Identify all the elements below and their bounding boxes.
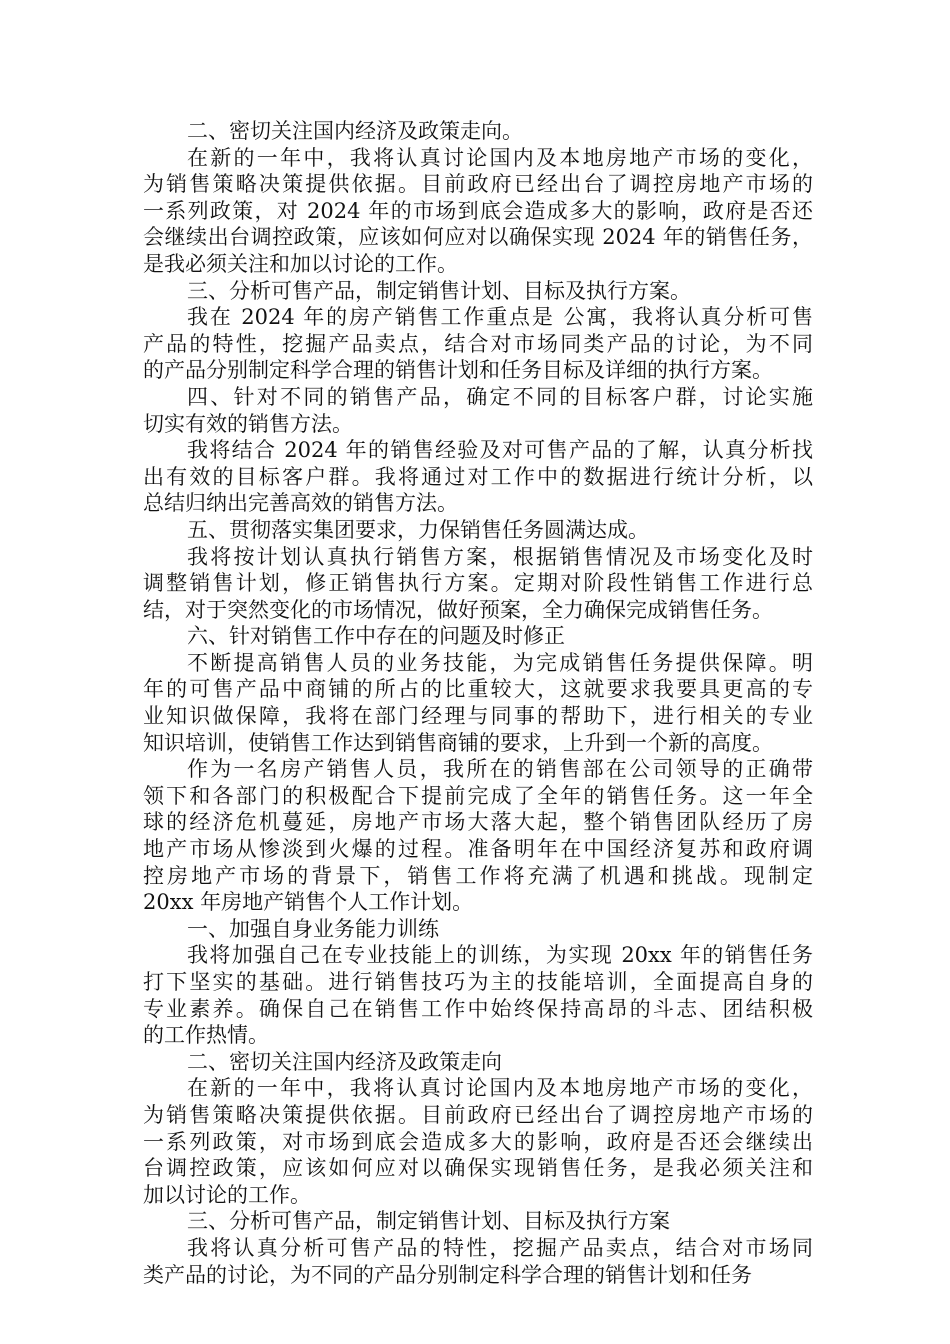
paragraph-line: 打下坚实的基础。进行销售技巧为主的技能培训，全面提高自身的	[143, 970, 813, 994]
paragraph-line: 不断提高销售人员的业务技能，为完成销售任务提供保障。明	[187, 650, 813, 675]
paragraph-line: 台调控政策，应该如何应对以确保实现销售任务，是我必须关注和	[143, 1156, 813, 1181]
paragraph-line: 一系列政策，对 2024 年的市场到底会造成多大的影响，政府是否还	[143, 198, 813, 223]
section-heading: 二、密切关注国内经济及政策走向	[187, 1049, 502, 1074]
paragraph-line: 切实有效的销售方法。	[143, 411, 353, 436]
paragraph-line: 控房地产市场的背景下，销售工作将充满了机遇和挑战。现制定	[143, 863, 813, 888]
paragraph-line: 结，对于突然变化的市场情况，做好预案，全力确保完成销售任务。	[143, 597, 773, 622]
section-heading: 五、贯彻落实集团要求，力保销售任务圆满达成。	[187, 517, 649, 542]
paragraph-line: 作为一名房产销售人员，我所在的销售部在公司领导的正确带	[187, 757, 813, 782]
paragraph-line: 为销售策略决策提供依据。目前政府已经出台了调控房地产市场的	[143, 172, 813, 197]
paragraph-line: 我将按计划认真执行销售方案，根据销售情况及市场变化及时	[187, 544, 813, 569]
paragraph-line: 地产市场从惨淡到火爆的过程。准备明年在中国经济复苏和政府调	[143, 837, 813, 862]
paragraph-line: 加以讨论的工作。	[143, 1182, 311, 1207]
paragraph-line: 产品的特性，挖掘产品卖点，结合对市场同类产品的讨论，为不同	[143, 331, 813, 356]
section-heading: 三、分析可售产品，制定销售计划、目标及执行方案。	[187, 278, 691, 303]
paragraph-line: 20xx 年房地产销售个人工作计划。	[143, 890, 474, 915]
paragraph-line: 专业素养。确保自己在销售工作中始终保持高昂的斗志、团结积极	[143, 996, 813, 1021]
paragraph-line: 我将加强自己在专业技能上的训练，为实现 20xx 年的销售任务	[187, 943, 813, 968]
paragraph-line: 一系列政策，对市场到底会造成多大的影响，政府是否还会继续出	[143, 1129, 813, 1154]
paragraph-line: 的产品分别制定科学合理的销售计划和任务目标及详细的执行方案。	[143, 358, 773, 383]
paragraph-line: 类产品的讨论，为不同的产品分别制定科学合理的销售计划和任务	[143, 1262, 752, 1287]
paragraph-line: 为销售策略决策提供依据。目前政府已经出台了调控房地产市场的	[143, 1102, 813, 1127]
document-page	[143, 118, 813, 1288]
paragraph-line: 总结归纳出完善高效的销售方法。	[143, 491, 458, 516]
paragraph-line: 知识培训，使销售工作达到销售商铺的要求，上升到一个新的高度。	[143, 730, 773, 755]
paragraph-line: 我将结合 2024 年的销售经验及对可售产品的了解，认真分析找	[187, 438, 813, 463]
paragraph-line: 是我必须关注和加以讨论的工作。	[143, 251, 458, 276]
paragraph-line: 领下和各部门的积极配合下提前完成了全年的销售任务。这一年全	[143, 783, 813, 808]
section-heading: 三、分析可售产品，制定销售计划、目标及执行方案	[187, 1209, 670, 1234]
paragraph-line: 会继续出台调控政策，应该如何应对以确保实现 2024 年的销售任务，	[143, 225, 813, 250]
paragraph-line: 球的经济危机蔓延，房地产市场大落大起，整个销售团队经历了房	[143, 810, 813, 835]
section-heading: 二、密切关注国内经济及政策走向。	[187, 119, 523, 143]
paragraph-line: 的工作热情。	[143, 1023, 269, 1048]
paragraph-line: 业知识做保障，我将在部门经理与同事的帮助下，进行相关的专业	[143, 704, 813, 729]
paragraph-line: 年的可售产品中商铺的所占的比重较大，这就要求我要具更高的专	[143, 677, 813, 702]
section-heading: 一、加强自身业务能力训练	[187, 916, 439, 941]
paragraph-line: 在新的一年中，我将认真讨论国内及本地房地产市场的变化，	[187, 145, 813, 170]
paragraph-line: 出有效的目标客户群。我将通过对工作中的数据进行统计分析，以	[143, 464, 813, 489]
paragraph-line: 四、针对不同的销售产品，确定不同的目标客户群，讨论实施	[187, 384, 813, 409]
paragraph-line: 调整销售计划，修正销售执行方案。定期对阶段性销售工作进行总	[143, 571, 813, 596]
section-heading: 六、针对销售工作中存在的问题及时修正	[187, 624, 565, 649]
paragraph-line: 我在 2024 年的房产销售工作重点是 公寓，我将认真分析可售	[187, 305, 813, 330]
paragraph-line: 在新的一年中，我将认真讨论国内及本地房地产市场的变化，	[187, 1076, 813, 1101]
paragraph-line: 我将认真分析可售产品的特性，挖掘产品卖点，结合对市场同	[187, 1235, 813, 1260]
